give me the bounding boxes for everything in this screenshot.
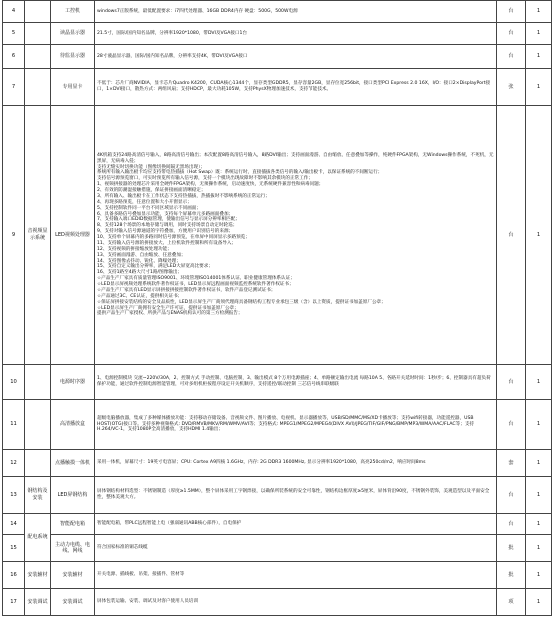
item-description: 1、电源控制模块 交流~220V/30A，2、控制方式 手动控制、电脑控制，3、输出模式 8个万用电源插座；4、单路额定输出电流 每路10A 5、各路开关延时时间：1秒/步；6、控制器具有超负荷保护功能，通过软件控制电源智能管理，可对多组机柜按程序设定开关机顺序，支持遥控/联动控制 三芯信号线串联级联 <box>95 365 497 400</box>
desc-line: 11、支持输入信号源的拼接放大、上位机软件控制和所有设备导入； <box>97 240 237 246</box>
desc-line: 13、支持画面漫游、自由缩放、任意叠加； <box>97 252 186 258</box>
desc-line: ☆产品通过3C、CE认证，提供相关证书； <box>97 293 183 299</box>
desc-line: 1、视频拼接器的处理芯片采用全硬件FPGA架构，无须操作系统，启动速度快，无系统硬件兼容性和病毒问题； <box>97 182 324 188</box>
item-description: 采用一体机，屏幕尺寸：19英寸电容屏；CPU: Cortex A9四核 1.6GHz，内存: 2G DDR3 1600MHz, 显示分辨率1920*1080，高亮250cd/m2，响应时间8ms <box>95 450 497 477</box>
item-name: 安装辅材 <box>51 562 95 589</box>
item-name: 读晶显示器 <box>51 23 95 45</box>
category-label: 钢结构及安装 <box>25 477 51 514</box>
desc-line: 2、有效的防潮湿接触措施，保证拼接画面清晰稳定； <box>97 188 206 193</box>
item-description: 屏体包装运输、安装、调试及对客户使用人员培训 <box>95 589 497 616</box>
unit: 项 <box>497 589 526 616</box>
item-description: 开关电源、插线板、吊架、接插件、管材等 <box>95 562 497 589</box>
quantity: 1 <box>526 45 552 69</box>
category-label: 配电系统 <box>25 514 51 562</box>
table-row <box>3 69 552 106</box>
item-name: 工控机 <box>51 1 95 23</box>
row-number: 14 <box>3 514 25 535</box>
desc-line: ☆产品生产厂家具有LED显示屏拼接拼接控制软件著作权证书，软件产品登记测试证书； <box>97 287 276 293</box>
desc-line: 4、再现多路预览，任意位置和大小开窗显示； <box>97 199 192 205</box>
desc-line: 支持无缝实时切换功能（图像切换间隔无黑场出现）； <box>97 164 205 170</box>
category-cell <box>25 365 51 400</box>
desc-line: 16、支持1路至4路大尺寸1路/图像输出； <box>97 270 183 276</box>
table-row <box>3 589 552 616</box>
unit: 批 <box>497 535 526 562</box>
row-number: 15 <box>3 535 25 562</box>
desc-line: ☆产品生产厂家具有质量管理ISO9001、环境管理ISO14001体系认证、职业健康管理体系认证； <box>97 276 295 282</box>
table-row <box>3 365 552 400</box>
quantity: 1 <box>526 400 552 450</box>
item-name: 智能配电箱 <box>51 514 95 535</box>
item-name: 待监显示器 <box>51 45 95 69</box>
item-name: 电源时序器 <box>51 365 95 400</box>
quantity: 1 <box>526 1 552 23</box>
desc-line: 9、支持对输入信号源通道的字符叠加，方便用户识别信号的来源； <box>97 229 234 235</box>
desc-line: ☆LED显示屏视频处理系统软件著作权证书，LED显示屏远程画面视频监控系统软件著作权证书； <box>97 282 294 287</box>
row-number: 16 <box>3 562 25 589</box>
desc-line: 14、支持图像去抖动、锐化、降噪处理； <box>97 258 181 264</box>
unit: 台 <box>497 1 526 23</box>
quantity: 1 <box>526 589 552 616</box>
item-description <box>95 106 497 365</box>
unit: 台 <box>497 23 526 45</box>
quantity: 1 <box>526 106 552 365</box>
desc-line: 4K机箱支持24路高清信号输入，8路高清信号输出；本次配置8路高清信号输入，8路DVI输出；支持画面漫游、自由缩放、任意叠加等操作，纯硬件FPGA架构，无Windows操作系统，不死机，无黑屏，无病毒入侵； <box>97 152 494 164</box>
row-number: 10 <box>3 365 25 400</box>
item-description: 不低于：芯片厂商NVIDIA，显卡芯片Quadro K4200，CUDA核心1344个，显存类型GDDR5，显存容量2GB，显存位宽256bit，接口类型PCI Express 2.0 16X，I/O：接口2×DisplayPort接口，1×DVI接口，散热方式：两组风扇；支持HDCP，最大功耗105W，支持PhysX物理加速技术，支持节能技术。 <box>95 69 497 106</box>
desc-line: ☆LED显示屏生产厂商拥有安全生产许可证，提供证书加盖原厂公章； <box>97 305 239 311</box>
unit: 套 <box>497 450 526 477</box>
category-label: 安装辅材 <box>25 562 51 589</box>
desc-line: 提供产品生产厂家授权、所供产品与ENAS机构认可的第三方检测报告； <box>97 311 243 317</box>
desc-line: 7、支持输入端口EDID数据管理，使输出信号与显示屏分辨率相匹配； <box>97 217 240 223</box>
quantity: 1 <box>526 562 552 589</box>
unit: 批 <box>497 562 526 589</box>
item-name: 安装调试 <box>51 589 95 616</box>
item-name: 点播触摸一体机 <box>51 450 95 477</box>
quantity: 1 <box>526 535 552 562</box>
unit: 台 <box>497 477 526 514</box>
table-row <box>3 45 552 69</box>
category-label: 音视频显示系统 <box>25 106 51 365</box>
table-row <box>3 400 552 450</box>
quantity: 1 <box>526 514 552 535</box>
item-name: 高清播放盒 <box>51 400 95 450</box>
unit: 台 <box>497 365 526 400</box>
row-number: 9 <box>3 106 25 365</box>
item-name: LED视频处理器 <box>51 106 95 365</box>
table-row <box>3 514 552 535</box>
category-cell <box>25 69 51 106</box>
category-cell <box>25 400 51 450</box>
row-number: 13 <box>3 477 25 514</box>
desc-line: 5、支持控制软件同一平台不同区域显示不同画面； <box>97 205 201 211</box>
desc-line: ☆保证屏拼接安装结构的安全及品质性，LED显示屏生产厂商须代理商具备钢结构工程专业承包三级（含）以上资质，提供证书加盖原厂公章； <box>97 299 386 305</box>
table-row <box>3 450 552 477</box>
table-row <box>3 477 552 514</box>
category-cell <box>25 450 51 477</box>
item-description: 28寸液晶显示器，国际/国内知名品牌，分辨率支持4K，带DVI及VGA接口 <box>95 45 497 69</box>
table-row <box>3 106 552 365</box>
spec-table <box>2 0 552 616</box>
quantity: 1 <box>526 450 552 477</box>
category-cell <box>25 45 51 69</box>
table-row <box>3 535 552 562</box>
unit: 台 <box>497 400 526 450</box>
quantity: 1 <box>526 69 552 106</box>
desc-line: 6、具备多路信号叠加显示功能，支持每个屏幕单元多路画面叠加； <box>97 211 234 217</box>
unit: 台 <box>497 45 526 69</box>
row-number: 4 <box>3 1 25 23</box>
item-description: 符合国家标准的铜芯线缆 <box>95 535 497 562</box>
category-cell <box>25 1 51 23</box>
desc-line: 支持信号源预览窗口，可实时预览所有输入信号源，支持一个模块出现故障时不影响其余模块的正常工作； <box>97 176 313 182</box>
unit: 张 <box>497 69 526 106</box>
table-row <box>3 1 552 23</box>
table-row <box>3 562 552 589</box>
row-number: 6 <box>3 45 25 69</box>
item-name: LED屏钢结构 <box>51 477 95 514</box>
desc-line: 15、支持自定义输出分辨率，满足LED大屏宽高比要求； <box>97 264 213 270</box>
table-row <box>3 23 552 45</box>
quantity: 1 <box>526 477 552 514</box>
row-number: 11 <box>3 400 25 450</box>
item-name: 主动力电缆、电线、网线 <box>51 535 95 562</box>
item-name: 专用显卡 <box>51 69 95 106</box>
unit: 台 <box>497 514 526 535</box>
item-description: windows7正版系统，最低配置要求：i7四代处理器、16GB DDR4内存 硬盘：500G，500W电源 <box>95 1 497 23</box>
desc-line: 系统所有输入输出板卡均应支持带电热插拔（Hot Swap）既：系统运行时，直接插拔各类信号的输入/输出板卡，以保证系统的不间断运行； <box>97 170 383 176</box>
item-description: 智能配电箱，带PLC远程智能上电（强弱通讯ABB核心部件），自电保护 <box>95 514 497 535</box>
desc-line: 10、支持单个屏幕内的多路同时信号源预览，在单屏中同屏显示多路预览； <box>97 235 250 240</box>
item-description: 21.5寸，国际/国内知名品牌，分辨率1920*1080，带DVI及VGA接口1台 <box>95 23 497 45</box>
item-description: 屏体钢结构材料选型：不锈钢制造（厚度≥1.5MM），整个屏体采用工字钢焊接，以确保所装系统的安全可靠性，钢结构边框厚度≥5厘米，屏体背沿90度，不锈钢外装饰，美观造型以及平面安全性，整体美观大方。 <box>95 477 497 514</box>
desc-line: 8、支持128个场景的本地存储与调用，同时支持场景自动定时轮巡； <box>97 223 238 229</box>
row-number: 7 <box>3 69 25 106</box>
row-number: 5 <box>3 23 25 45</box>
unit: 台 <box>497 106 526 365</box>
desc-line: 3、所有输入、输出板卡在工作状态下支持热插拔，热插拔时不影响系统的正常运行； <box>97 193 270 199</box>
quantity: 1 <box>526 365 552 400</box>
item-description: 超级电脑播放器，集成了多种媒体播放功能：支持移动存储设备、音视频文件、图片播放、电视机、显示器播放等，USB/SD/MMC/MS/XD卡播放等；支持wifi转接器，功能遥控器，USB HOST(OTG)接口等。支持多种视频格式: DVD/RMVB/MKV/RM/WMV/AVI等；支持格式: MPEG1/MPEG2/MPEG4(DIVX AVI)/JPEG/TIF/GIF/PNG/BMP/MP3/WMA/AAC/FLAC等；支持H.264/VC-1，支持1080P全高清播放，支持HDMI 1.4输出； <box>95 400 497 450</box>
desc-line: 12、支持视频的拼接缩放处理功能； <box>97 246 172 252</box>
quantity: 1 <box>526 23 552 45</box>
row-number: 12 <box>3 450 25 477</box>
category-label: 安装调试 <box>25 589 51 616</box>
row-number: 17 <box>3 589 25 616</box>
category-cell <box>25 23 51 45</box>
